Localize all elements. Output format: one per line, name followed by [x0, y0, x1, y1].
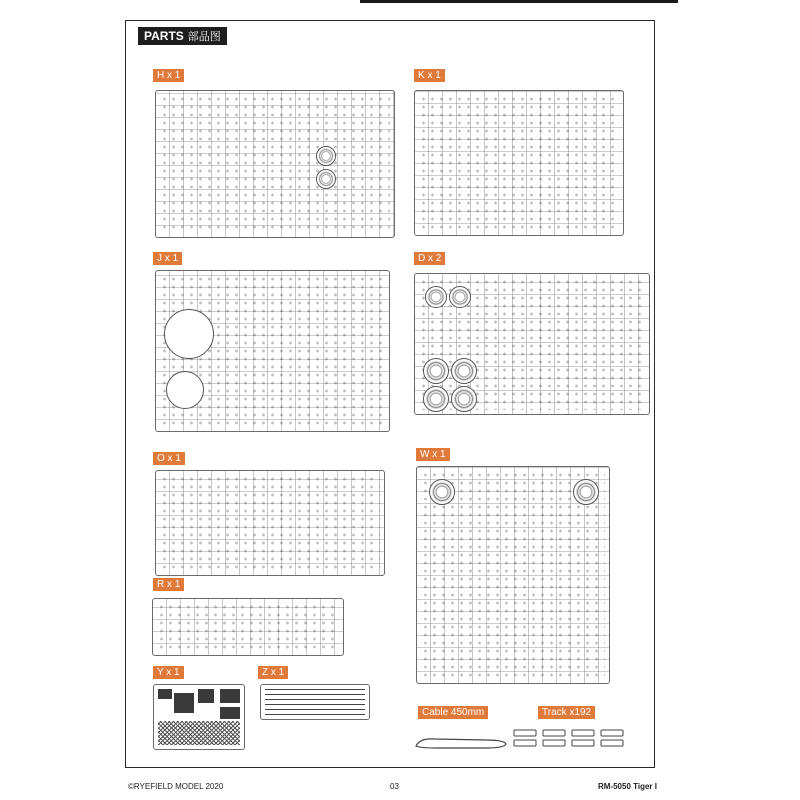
sprue-part [449, 286, 471, 308]
pe-part [220, 707, 240, 719]
sprue-part [166, 371, 204, 409]
sprue-label-w: W x 1 [416, 448, 450, 461]
top-edge-bar [360, 0, 678, 3]
sprue-part [423, 358, 449, 384]
sprue-part [425, 286, 447, 308]
sprue-label-h: H x 1 [153, 69, 184, 82]
sprue-label-d: D x 2 [414, 252, 445, 265]
pe-strips [265, 689, 365, 715]
sprue-part [423, 386, 449, 412]
sprue-w-diagram [416, 466, 610, 684]
footer-model-name: RM-5050 Tiger I [598, 782, 657, 791]
page-title [138, 27, 227, 45]
sprue-part [429, 479, 455, 505]
sprue-label-k: K x 1 [414, 69, 445, 82]
cable-label: Cable 450mm [418, 706, 488, 719]
sprue-o-diagram [155, 470, 385, 576]
sprue-part [164, 309, 214, 359]
sprue-label-o: O x 1 [153, 452, 185, 465]
sprue-label-r: R x 1 [153, 578, 184, 591]
sprue-j-diagram [155, 270, 390, 432]
sprue-part [451, 386, 477, 412]
footer-page-number: 03 [390, 782, 399, 791]
sprue-part [316, 146, 336, 166]
pe-part [220, 689, 240, 703]
page-title-en: PARTS [144, 29, 184, 43]
pe-part [158, 689, 172, 699]
sprue-k-diagram [414, 90, 624, 236]
cable-illustration [412, 730, 512, 752]
track-illustration [512, 726, 630, 750]
sprue-d-diagram [414, 273, 650, 415]
pe-part [198, 689, 214, 703]
sprue-r-diagram [152, 598, 344, 656]
pe-part [174, 693, 194, 713]
footer-copyright: ©RYEFIELD MODEL 2020 [128, 782, 224, 791]
sprue-label-y: Y x 1 [153, 666, 184, 679]
sprue-label-z: Z x 1 [258, 666, 288, 679]
sprue-part [573, 479, 599, 505]
pe-mesh [158, 721, 240, 745]
track-label: Track x192 [538, 706, 595, 719]
sprue-label-j: J x 1 [153, 252, 182, 265]
sprue-h-diagram [155, 90, 395, 238]
page-title-cn: 部品图 [187, 31, 221, 43]
sprue-y-diagram [153, 684, 245, 750]
sprue-z-diagram [260, 684, 370, 720]
sprue-part [316, 169, 336, 189]
sprue-part [451, 358, 477, 384]
